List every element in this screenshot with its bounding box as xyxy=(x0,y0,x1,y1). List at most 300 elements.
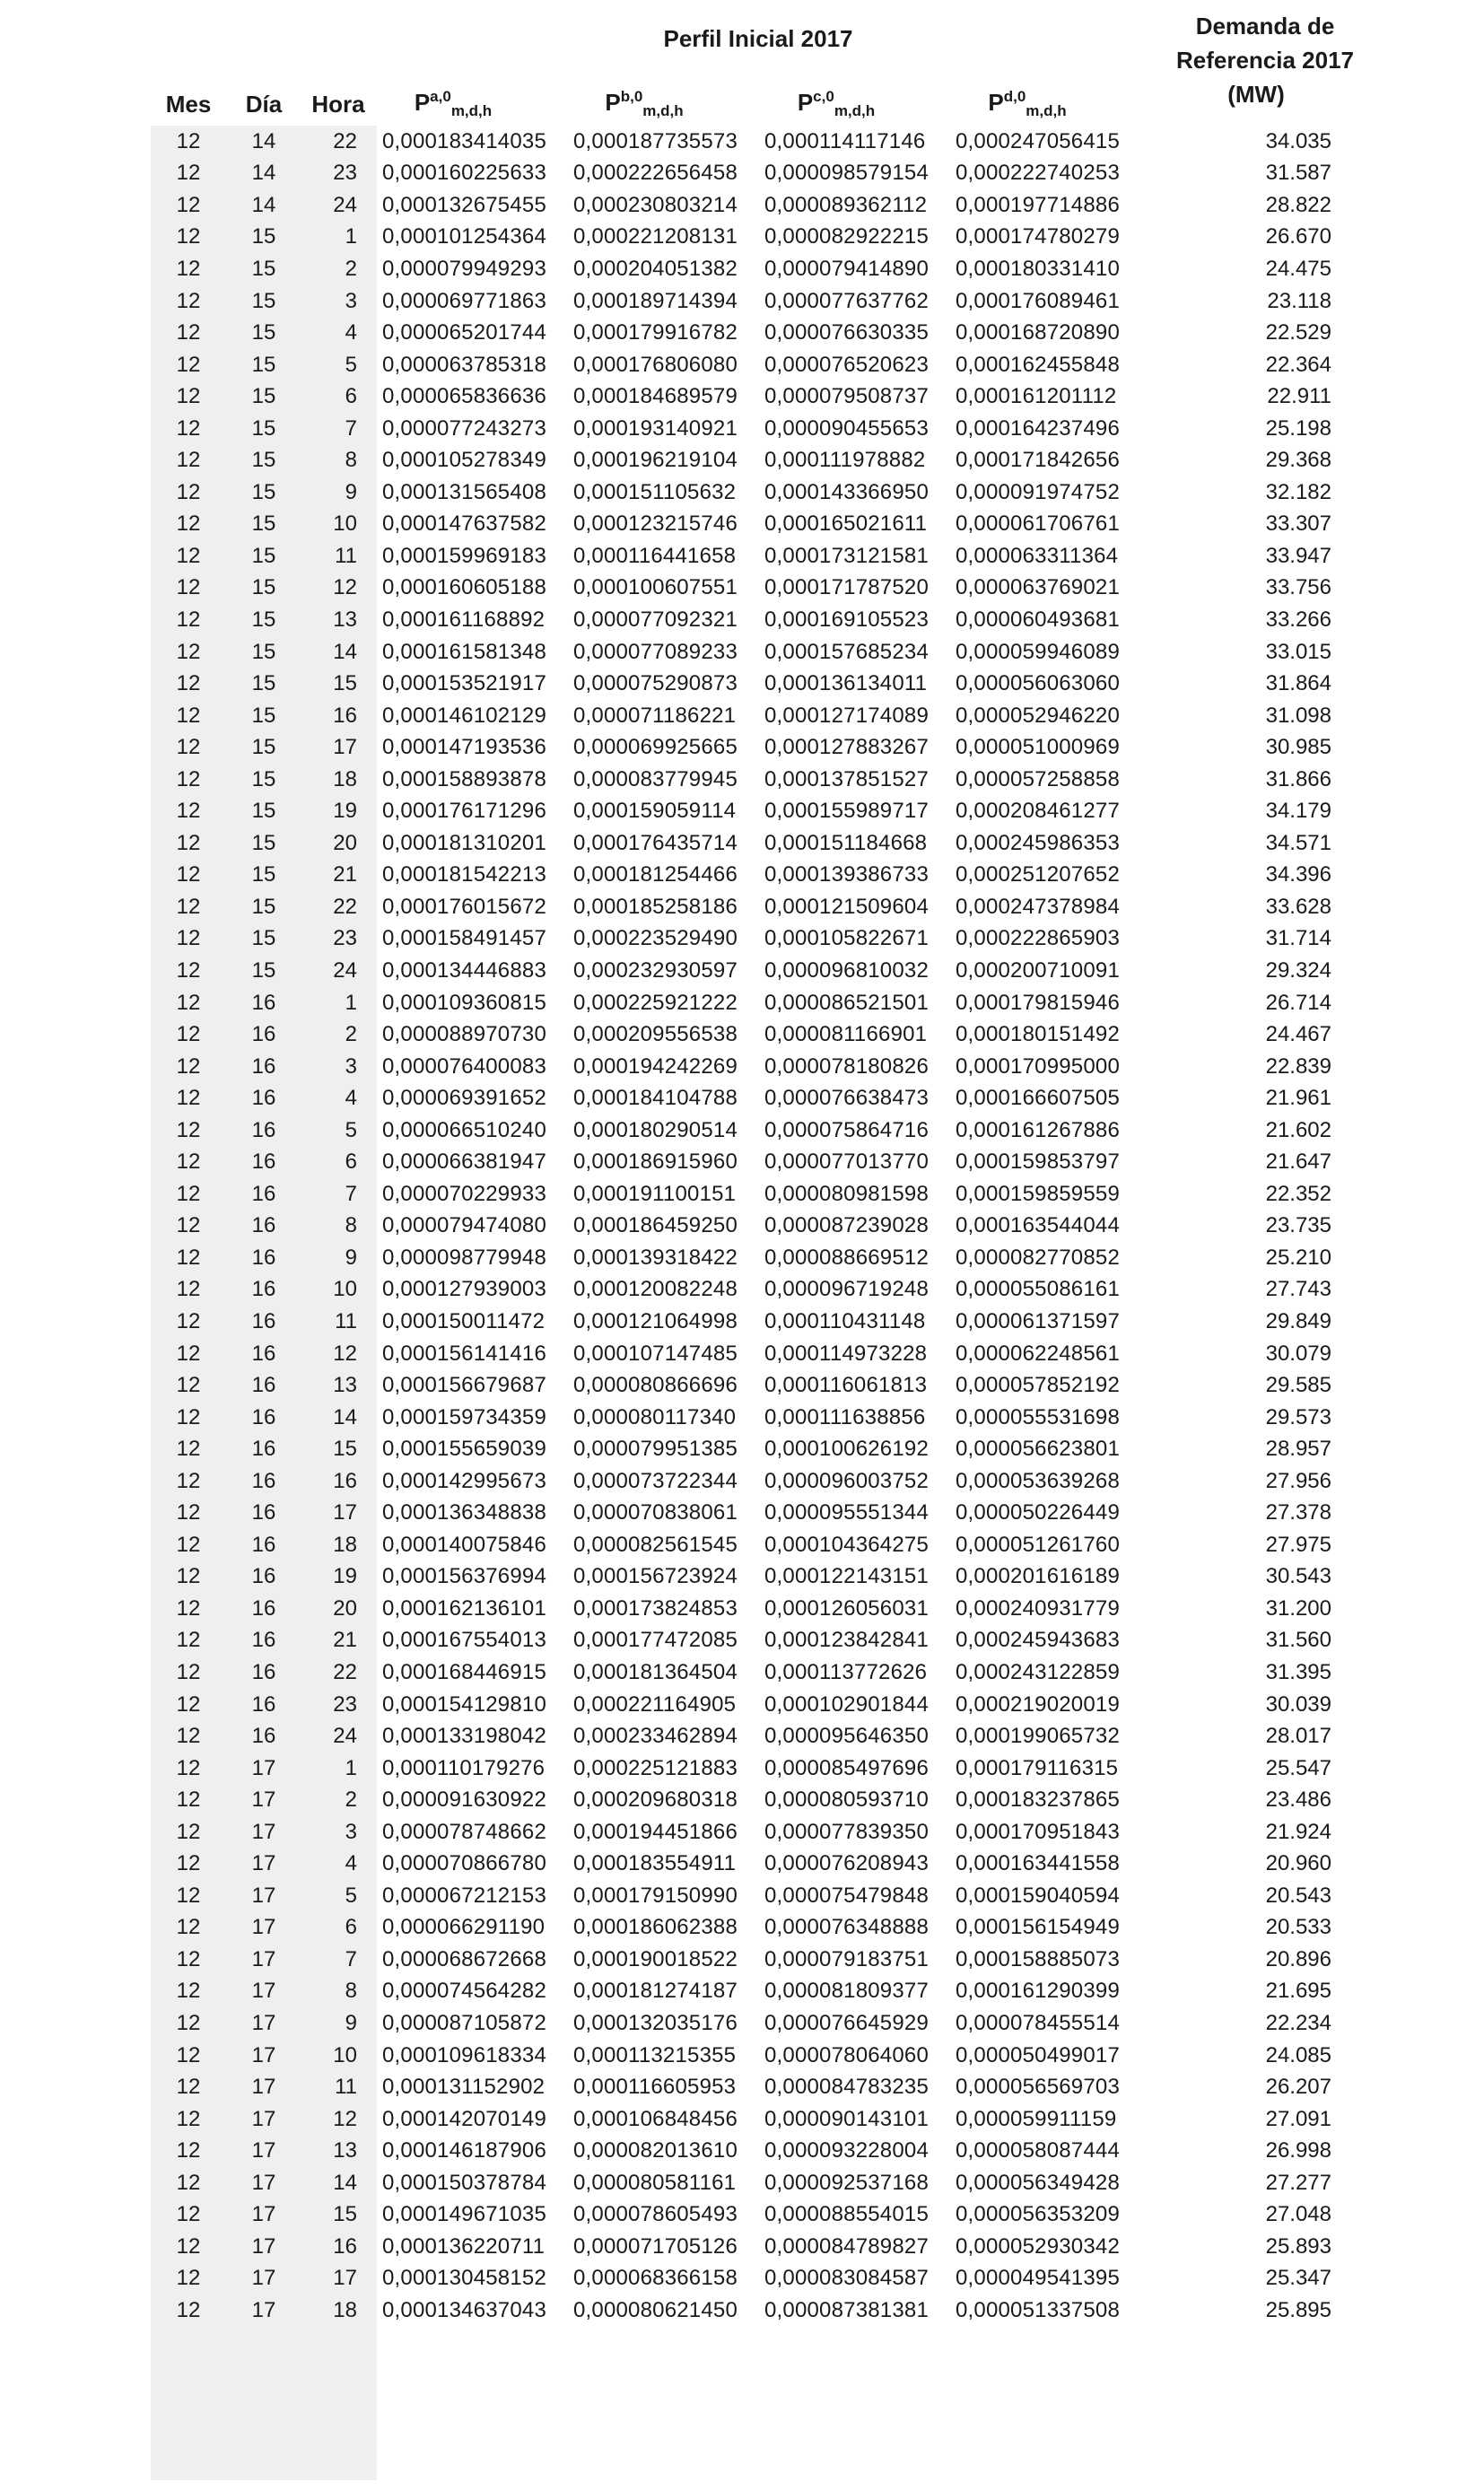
hora-cell: 23 xyxy=(333,926,357,951)
dia-cell: 14 xyxy=(251,192,276,217)
mes-cell: 12 xyxy=(176,1149,201,1175)
pb-cell: 0,000222656458 xyxy=(573,161,738,186)
hora-cell: 19 xyxy=(333,1564,357,1589)
demand-cell: 27.091 xyxy=(1265,2106,1331,2131)
pb-cell: 0,000070838061 xyxy=(573,1500,738,1525)
demand-cell: 31.866 xyxy=(1265,766,1331,791)
dia-cell: 17 xyxy=(251,1851,276,1876)
demand-cell: 22.839 xyxy=(1265,1053,1331,1079)
demand-cell: 23.118 xyxy=(1267,288,1331,313)
mes-cell: 12 xyxy=(176,1500,201,1525)
pc-cell: 0,000114973228 xyxy=(764,1341,928,1366)
table-row xyxy=(151,2199,1331,2232)
mes-cell: 12 xyxy=(176,1819,201,1844)
hora-cell: 1 xyxy=(345,990,357,1015)
dia-cell: 16 xyxy=(251,1564,276,1589)
pb-cell: 0,000121064998 xyxy=(573,1309,738,1333)
pd-cell: 0,000056569703 xyxy=(956,2075,1120,2100)
table-row xyxy=(151,1752,1331,1785)
hora-cell: 1 xyxy=(345,1755,357,1780)
table-row xyxy=(151,2231,1331,2263)
pa-cell: 0,000150011472 xyxy=(382,1309,546,1333)
table-row xyxy=(151,1433,1331,1465)
hora-cell: 2 xyxy=(345,256,357,281)
demand-cell: 21.924 xyxy=(1265,1819,1331,1844)
pb-cell: 0,000221208131 xyxy=(573,224,738,249)
demand-cell: 20.896 xyxy=(1265,1946,1331,1971)
dia-cell: 16 xyxy=(251,1404,276,1429)
pd-cell: 0,000082770852 xyxy=(956,1245,1120,1270)
table-row xyxy=(151,380,1331,413)
pb-cell: 0,000225921222 xyxy=(573,990,738,1015)
pb-cell: 0,000080621450 xyxy=(573,2297,738,2322)
pd-cell: 0,000078455514 xyxy=(956,2011,1120,2036)
pc-cell: 0,000076520623 xyxy=(764,352,929,377)
pc-cell: 0,000100626192 xyxy=(764,1437,929,1462)
mes-cell: 12 xyxy=(176,1851,201,1876)
hora-cell: 11 xyxy=(335,543,357,568)
demand-cell: 31.864 xyxy=(1265,671,1331,696)
table-row xyxy=(151,413,1331,445)
pd-cell: 0,000200710091 xyxy=(956,957,1120,983)
hora-cell: 8 xyxy=(345,1979,357,2004)
pa-cell: 0,000087105872 xyxy=(382,2011,546,2036)
pa-cell: 0,000101254364 xyxy=(382,224,546,249)
demand-cell: 20.960 xyxy=(1265,1851,1331,1876)
mes-cell: 12 xyxy=(176,2202,201,2227)
pc-cell: 0,000077637762 xyxy=(764,288,929,313)
dia-cell: 15 xyxy=(251,766,276,791)
demand-cell: 22.352 xyxy=(1265,1181,1331,1206)
pd-cell: 0,000061706761 xyxy=(956,511,1120,537)
hora-cell: 7 xyxy=(345,415,357,441)
dia-cell: 16 xyxy=(251,1595,276,1621)
table-row xyxy=(151,1114,1331,1147)
pd-cell: 0,000161267886 xyxy=(956,1117,1120,1142)
pa-cell: 0,000176015672 xyxy=(382,894,546,919)
pa-cell: 0,000127939003 xyxy=(382,1277,546,1302)
pc-cell: 0,000114117146 xyxy=(764,128,926,153)
dia-cell: 16 xyxy=(251,1724,276,1749)
dia-cell: 16 xyxy=(251,1213,276,1238)
table-row xyxy=(151,1338,1331,1370)
pd-cell: 0,000159040594 xyxy=(956,1883,1120,1908)
pb-cell: 0,000068366158 xyxy=(573,2266,738,2291)
table-row xyxy=(151,1529,1331,1561)
pa-cell: 0,000159969183 xyxy=(382,543,546,568)
demand-cell: 31.098 xyxy=(1265,703,1331,728)
pd-cell: 0,000247378984 xyxy=(956,894,1120,919)
pd-cell: 0,000051000969 xyxy=(956,735,1120,760)
hora-cell: 16 xyxy=(333,1468,357,1493)
mes-cell: 12 xyxy=(176,479,201,504)
pd-cell: 0,000063311364 xyxy=(956,543,1119,568)
table-row xyxy=(151,604,1331,636)
pc-cell: 0,000086521501 xyxy=(764,990,929,1015)
table-row xyxy=(151,1465,1331,1498)
table-row xyxy=(151,349,1331,381)
pc-cell: 0,000079183751 xyxy=(764,1946,929,1971)
pc-cell: 0,000121509604 xyxy=(764,894,929,919)
pa-cell: 0,000142070149 xyxy=(382,2106,546,2131)
pc-cell: 0,000096003752 xyxy=(764,1468,929,1493)
pa-cell: 0,000159734359 xyxy=(382,1404,546,1429)
mes-cell: 12 xyxy=(176,511,201,537)
hora-cell: 1 xyxy=(345,224,357,249)
pb-cell: 0,000082013610 xyxy=(573,2138,738,2163)
pd-cell: 0,000179815946 xyxy=(956,990,1120,1015)
pb-cell: 0,000223529490 xyxy=(573,926,738,951)
pc-cell: 0,000127883267 xyxy=(764,735,929,760)
pc-cell: 0,000096810032 xyxy=(764,957,929,983)
table-row xyxy=(151,1211,1331,1243)
pc-cell: 0,000155989717 xyxy=(764,799,929,824)
table-body xyxy=(151,126,1331,2327)
pb-cell: 0,000071186221 xyxy=(573,703,737,728)
dia-cell: 15 xyxy=(251,543,276,568)
pb-cell: 0,000077092321 xyxy=(573,607,738,632)
pb-cell: 0,000077089233 xyxy=(573,639,738,664)
demand-header-line2: Referencia 2017 xyxy=(1175,47,1355,74)
dia-cell: 17 xyxy=(251,2106,276,2131)
pa-cell: 0,000110179276 xyxy=(382,1755,546,1780)
demand-cell: 29.324 xyxy=(1265,957,1331,983)
demand-cell: 29.368 xyxy=(1265,448,1331,473)
pb-cell: 0,000190018522 xyxy=(573,1946,738,1971)
hora-cell: 18 xyxy=(333,1532,357,1557)
pb-cell: 0,000225121883 xyxy=(573,1755,738,1780)
dia-cell: 16 xyxy=(251,1117,276,1142)
dia-cell: 15 xyxy=(251,479,276,504)
pb-cell: 0,000069925665 xyxy=(573,735,738,760)
pc-cell: 0,000122143151 xyxy=(764,1564,929,1589)
pc-cell: 0,000075864716 xyxy=(764,1117,929,1142)
hora-cell: 9 xyxy=(345,2011,357,2036)
pd-cell: 0,000050226449 xyxy=(956,1500,1120,1525)
mes-cell: 12 xyxy=(176,1724,201,1749)
pd-cell: 0,000061371597 xyxy=(956,1309,1120,1333)
hora-cell: 5 xyxy=(345,352,357,377)
pd-cell: 0,000243122859 xyxy=(956,1660,1120,1685)
hora-cell: 7 xyxy=(345,1946,357,1971)
pa-cell: 0,000156141416 xyxy=(382,1341,546,1366)
pb-cell: 0,000230803214 xyxy=(573,192,738,217)
mes-cell: 12 xyxy=(176,192,201,217)
pa-cell: 0,000063785318 xyxy=(382,352,546,377)
pa-cell: 0,000161168892 xyxy=(382,607,546,632)
dia-cell: 17 xyxy=(251,1946,276,1971)
pc-cell: 0,000111638856 xyxy=(764,1404,926,1429)
dia-cell: 15 xyxy=(251,830,276,855)
demand-cell: 24.085 xyxy=(1265,2042,1331,2067)
hora-cell: 24 xyxy=(333,957,357,983)
col-hora-header: Hora xyxy=(311,91,365,118)
table-row xyxy=(151,1274,1331,1307)
demand-cell: 33.307 xyxy=(1265,511,1331,537)
demand-cell: 25.210 xyxy=(1265,1245,1331,1270)
pa-cell: 0,000065201744 xyxy=(382,320,546,345)
pc-cell: 0,000080593710 xyxy=(764,1787,929,1813)
mes-cell: 12 xyxy=(176,128,201,153)
mes-cell: 12 xyxy=(176,2042,201,2067)
table-row xyxy=(151,1720,1331,1752)
pc-cell: 0,000088554015 xyxy=(764,2202,929,2227)
hora-cell: 17 xyxy=(333,735,357,760)
hora-cell: 21 xyxy=(333,862,357,887)
pb-cell: 0,000184689579 xyxy=(573,384,738,409)
pd-cell: 0,000053639268 xyxy=(956,1468,1120,1493)
pd-cell: 0,000056353209 xyxy=(956,2202,1120,2227)
pa-cell: 0,000066291190 xyxy=(382,1915,546,1940)
hora-cell: 22 xyxy=(333,894,357,919)
mes-cell: 12 xyxy=(176,1883,201,1908)
pb-cell: 0,000176806080 xyxy=(573,352,738,377)
dia-cell: 17 xyxy=(251,2202,276,2227)
pd-cell: 0,000161290399 xyxy=(956,1979,1120,2004)
mes-cell: 12 xyxy=(176,384,201,409)
mes-cell: 12 xyxy=(176,2011,201,2036)
mes-cell: 12 xyxy=(176,2138,201,2163)
demand-cell: 31.714 xyxy=(1265,926,1331,951)
pb-cell: 0,000156723924 xyxy=(573,1564,738,1589)
hora-cell: 2 xyxy=(345,1022,357,1047)
pa-cell: 0,000098779948 xyxy=(382,1245,546,1270)
dia-cell: 17 xyxy=(251,2042,276,2067)
pd-cell: 0,000052930342 xyxy=(956,2233,1120,2259)
pa-cell: 0,000160605188 xyxy=(382,575,546,600)
demand-cell: 29.573 xyxy=(1265,1404,1331,1429)
pd-cell: 0,000162455848 xyxy=(956,352,1120,377)
hora-cell: 23 xyxy=(333,1691,357,1717)
pd-cell: 0,000219020019 xyxy=(956,1691,1120,1717)
dia-cell: 16 xyxy=(251,1437,276,1462)
hora-cell: 13 xyxy=(333,2138,357,2163)
hora-cell: 5 xyxy=(345,1883,357,1908)
table-row xyxy=(151,189,1331,222)
hora-cell: 14 xyxy=(333,1404,357,1429)
pc-cell: 0,000078180826 xyxy=(764,1053,929,1079)
dia-cell: 16 xyxy=(251,1691,276,1717)
hora-cell: 21 xyxy=(333,1628,357,1653)
demand-cell: 28.822 xyxy=(1265,192,1331,217)
dia-cell: 17 xyxy=(251,1787,276,1813)
dia-cell: 16 xyxy=(251,1181,276,1206)
demand-cell: 30.543 xyxy=(1265,1564,1331,1589)
pc-cell: 0,000098579154 xyxy=(764,161,929,186)
pc-cell: 0,000093228004 xyxy=(764,2138,929,2163)
table-row xyxy=(151,1147,1331,1179)
mes-cell: 12 xyxy=(176,415,201,441)
pa-cell: 0,000091630922 xyxy=(382,1787,546,1813)
demand-cell: 25.893 xyxy=(1265,2233,1331,2259)
pa-cell: 0,000158491457 xyxy=(382,926,546,951)
pd-cell: 0,000158885073 xyxy=(956,1946,1120,1971)
pa-cell: 0,000132675455 xyxy=(382,192,546,217)
pa-cell: 0,000066510240 xyxy=(382,1117,546,1142)
dia-cell: 16 xyxy=(251,990,276,1015)
dia-cell: 16 xyxy=(251,1086,276,1111)
mes-cell: 12 xyxy=(176,1341,201,1366)
pa-cell: 0,000167554013 xyxy=(382,1628,546,1653)
pa-cell: 0,000154129810 xyxy=(382,1691,546,1717)
mes-cell: 12 xyxy=(176,2075,201,2100)
demand-cell: 21.695 xyxy=(1265,1979,1331,2004)
pa-cell: 0,000136348838 xyxy=(382,1500,546,1525)
pc-cell: 0,000104364275 xyxy=(764,1532,929,1557)
pa-cell: 0,000074564282 xyxy=(382,1979,546,2004)
mes-cell: 12 xyxy=(176,1213,201,1238)
pb-cell: 0,000185258186 xyxy=(573,894,738,919)
pd-cell: 0,000251207652 xyxy=(956,862,1120,887)
table-row xyxy=(151,2103,1331,2136)
pd-cell: 0,000222740253 xyxy=(956,161,1120,186)
pa-cell: 0,000068672668 xyxy=(382,1946,546,1971)
table-row xyxy=(151,253,1331,285)
pd-cell: 0,000163441558 xyxy=(956,1851,1120,1876)
pa-cell: 0,000136220711 xyxy=(382,2233,546,2259)
table-row xyxy=(151,2294,1331,2327)
pb-cell: 0,000139318422 xyxy=(573,1245,738,1270)
pd-cell: 0,000164237496 xyxy=(956,415,1120,441)
pd-cell: 0,000199065732 xyxy=(956,1724,1120,1749)
pc-cell: 0,000105822671 xyxy=(764,926,929,951)
pd-cell: 0,000171842656 xyxy=(956,448,1120,473)
demand-cell: 23.735 xyxy=(1265,1213,1331,1238)
pa-cell: 0,000176171296 xyxy=(382,799,546,824)
pc-cell: 0,000076208943 xyxy=(764,1851,929,1876)
hora-cell: 6 xyxy=(345,1149,357,1175)
pb-cell: 0,000186459250 xyxy=(573,1213,738,1238)
pb-cell: 0,000181254466 xyxy=(573,862,738,887)
pd-cell: 0,000222865903 xyxy=(956,926,1120,951)
pc-cell: 0,000110431148 xyxy=(764,1309,926,1333)
hora-cell: 13 xyxy=(333,1373,357,1398)
table-row xyxy=(151,891,1331,923)
mes-cell: 12 xyxy=(176,957,201,983)
mes-cell: 12 xyxy=(176,799,201,824)
pb-cell: 0,000209556538 xyxy=(573,1022,738,1047)
demand-cell: 27.956 xyxy=(1265,1468,1331,1493)
mes-cell: 12 xyxy=(176,161,201,186)
pb-cell: 0,000083779945 xyxy=(573,766,738,791)
pc-cell: 0,000165021611 xyxy=(764,511,928,537)
pa-cell: 0,000155659039 xyxy=(382,1437,546,1462)
mes-cell: 12 xyxy=(176,1053,201,1079)
mes-cell: 12 xyxy=(176,990,201,1015)
dia-cell: 16 xyxy=(251,1468,276,1493)
table-row xyxy=(151,1561,1331,1594)
dia-cell: 15 xyxy=(251,384,276,409)
hora-cell: 10 xyxy=(333,2042,357,2067)
hora-cell: 17 xyxy=(333,2266,357,2291)
pa-cell: 0,000133198042 xyxy=(382,1724,546,1749)
table-row xyxy=(151,668,1331,700)
demand-cell: 33.015 xyxy=(1265,639,1331,664)
mes-cell: 12 xyxy=(176,830,201,855)
mes-cell: 12 xyxy=(176,1755,201,1780)
table-row xyxy=(151,1976,1331,2008)
pc-cell: 0,000077839350 xyxy=(764,1819,929,1844)
pc-cell: 0,000080981598 xyxy=(764,1181,929,1206)
col-pd-header: P$^{d,0}_{m,d,h}$ xyxy=(988,88,1067,119)
dia-cell: 15 xyxy=(251,799,276,824)
demand-cell: 31.395 xyxy=(1265,1660,1331,1685)
demand-cell: 30.039 xyxy=(1265,1691,1331,1717)
demand-cell: 27.378 xyxy=(1265,1500,1331,1525)
pd-cell: 0,000166607505 xyxy=(956,1086,1120,1111)
pc-cell: 0,000079508737 xyxy=(764,384,929,409)
hora-cell: 12 xyxy=(333,2106,357,2131)
dia-cell: 17 xyxy=(251,2170,276,2195)
pb-cell: 0,000120082248 xyxy=(573,1277,738,1302)
pc-cell: 0,000095646350 xyxy=(764,1724,929,1749)
hora-cell: 10 xyxy=(333,1277,357,1302)
pc-cell: 0,000151184668 xyxy=(764,830,928,855)
mes-cell: 12 xyxy=(176,1787,201,1813)
hora-cell: 22 xyxy=(333,1660,357,1685)
pd-cell: 0,000059946089 xyxy=(956,639,1120,664)
pc-cell: 0,000126056031 xyxy=(764,1595,929,1621)
mes-cell: 12 xyxy=(176,256,201,281)
pa-cell: 0,000070866780 xyxy=(382,1851,546,1876)
mes-cell: 12 xyxy=(176,1468,201,1493)
pb-cell: 0,000221164905 xyxy=(573,1691,737,1717)
mes-cell: 12 xyxy=(176,2297,201,2322)
pb-cell: 0,000082561545 xyxy=(573,1532,738,1557)
hora-cell: 20 xyxy=(333,1595,357,1621)
table-row xyxy=(151,1082,1331,1114)
table-row xyxy=(151,731,1331,764)
pc-cell: 0,000137851527 xyxy=(764,766,929,791)
table-row xyxy=(151,1689,1331,1721)
demand-cell: 31.560 xyxy=(1265,1628,1331,1653)
demand-cell: 27.048 xyxy=(1265,2202,1331,2227)
pa-cell: 0,000069771863 xyxy=(382,288,546,313)
hora-cell: 3 xyxy=(345,288,357,313)
col-dia-header: Día xyxy=(245,91,283,118)
dia-cell: 15 xyxy=(251,448,276,473)
pd-cell: 0,000170995000 xyxy=(956,1053,1120,1079)
hora-cell: 24 xyxy=(333,1724,357,1749)
pd-cell: 0,000174780279 xyxy=(956,224,1120,249)
pd-cell: 0,000208461277 xyxy=(956,799,1120,824)
demand-cell: 21.602 xyxy=(1265,1117,1331,1142)
dia-cell: 15 xyxy=(251,415,276,441)
col-pa-header: P$^{a,0}_{m,d,h}$ xyxy=(414,88,493,119)
demand-cell: 20.543 xyxy=(1265,1883,1331,1908)
demand-cell: 31.200 xyxy=(1265,1595,1331,1621)
pd-cell: 0,000050499017 xyxy=(956,2042,1120,2067)
mes-cell: 12 xyxy=(176,1117,201,1142)
pb-cell: 0,000193140921 xyxy=(573,415,738,441)
demand-cell: 23.486 xyxy=(1265,1787,1331,1813)
pa-cell: 0,000105278349 xyxy=(382,448,546,473)
demand-cell: 34.179 xyxy=(1265,799,1331,824)
mes-cell: 12 xyxy=(176,320,201,345)
mes-cell: 12 xyxy=(176,1979,201,2004)
hora-cell: 2 xyxy=(345,1787,357,1813)
pa-cell: 0,000153521917 xyxy=(382,671,546,696)
dia-cell: 14 xyxy=(251,161,276,186)
pb-cell: 0,000186062388 xyxy=(573,1915,738,1940)
dia-cell: 17 xyxy=(251,2138,276,2163)
hora-cell: 23 xyxy=(333,161,357,186)
table-row xyxy=(151,2135,1331,2167)
pb-cell: 0,000181364504 xyxy=(573,1660,738,1685)
pc-cell: 0,000090143101 xyxy=(764,2106,929,2131)
pa-cell: 0,000131152902 xyxy=(382,2075,546,2100)
table-row xyxy=(151,2167,1331,2199)
